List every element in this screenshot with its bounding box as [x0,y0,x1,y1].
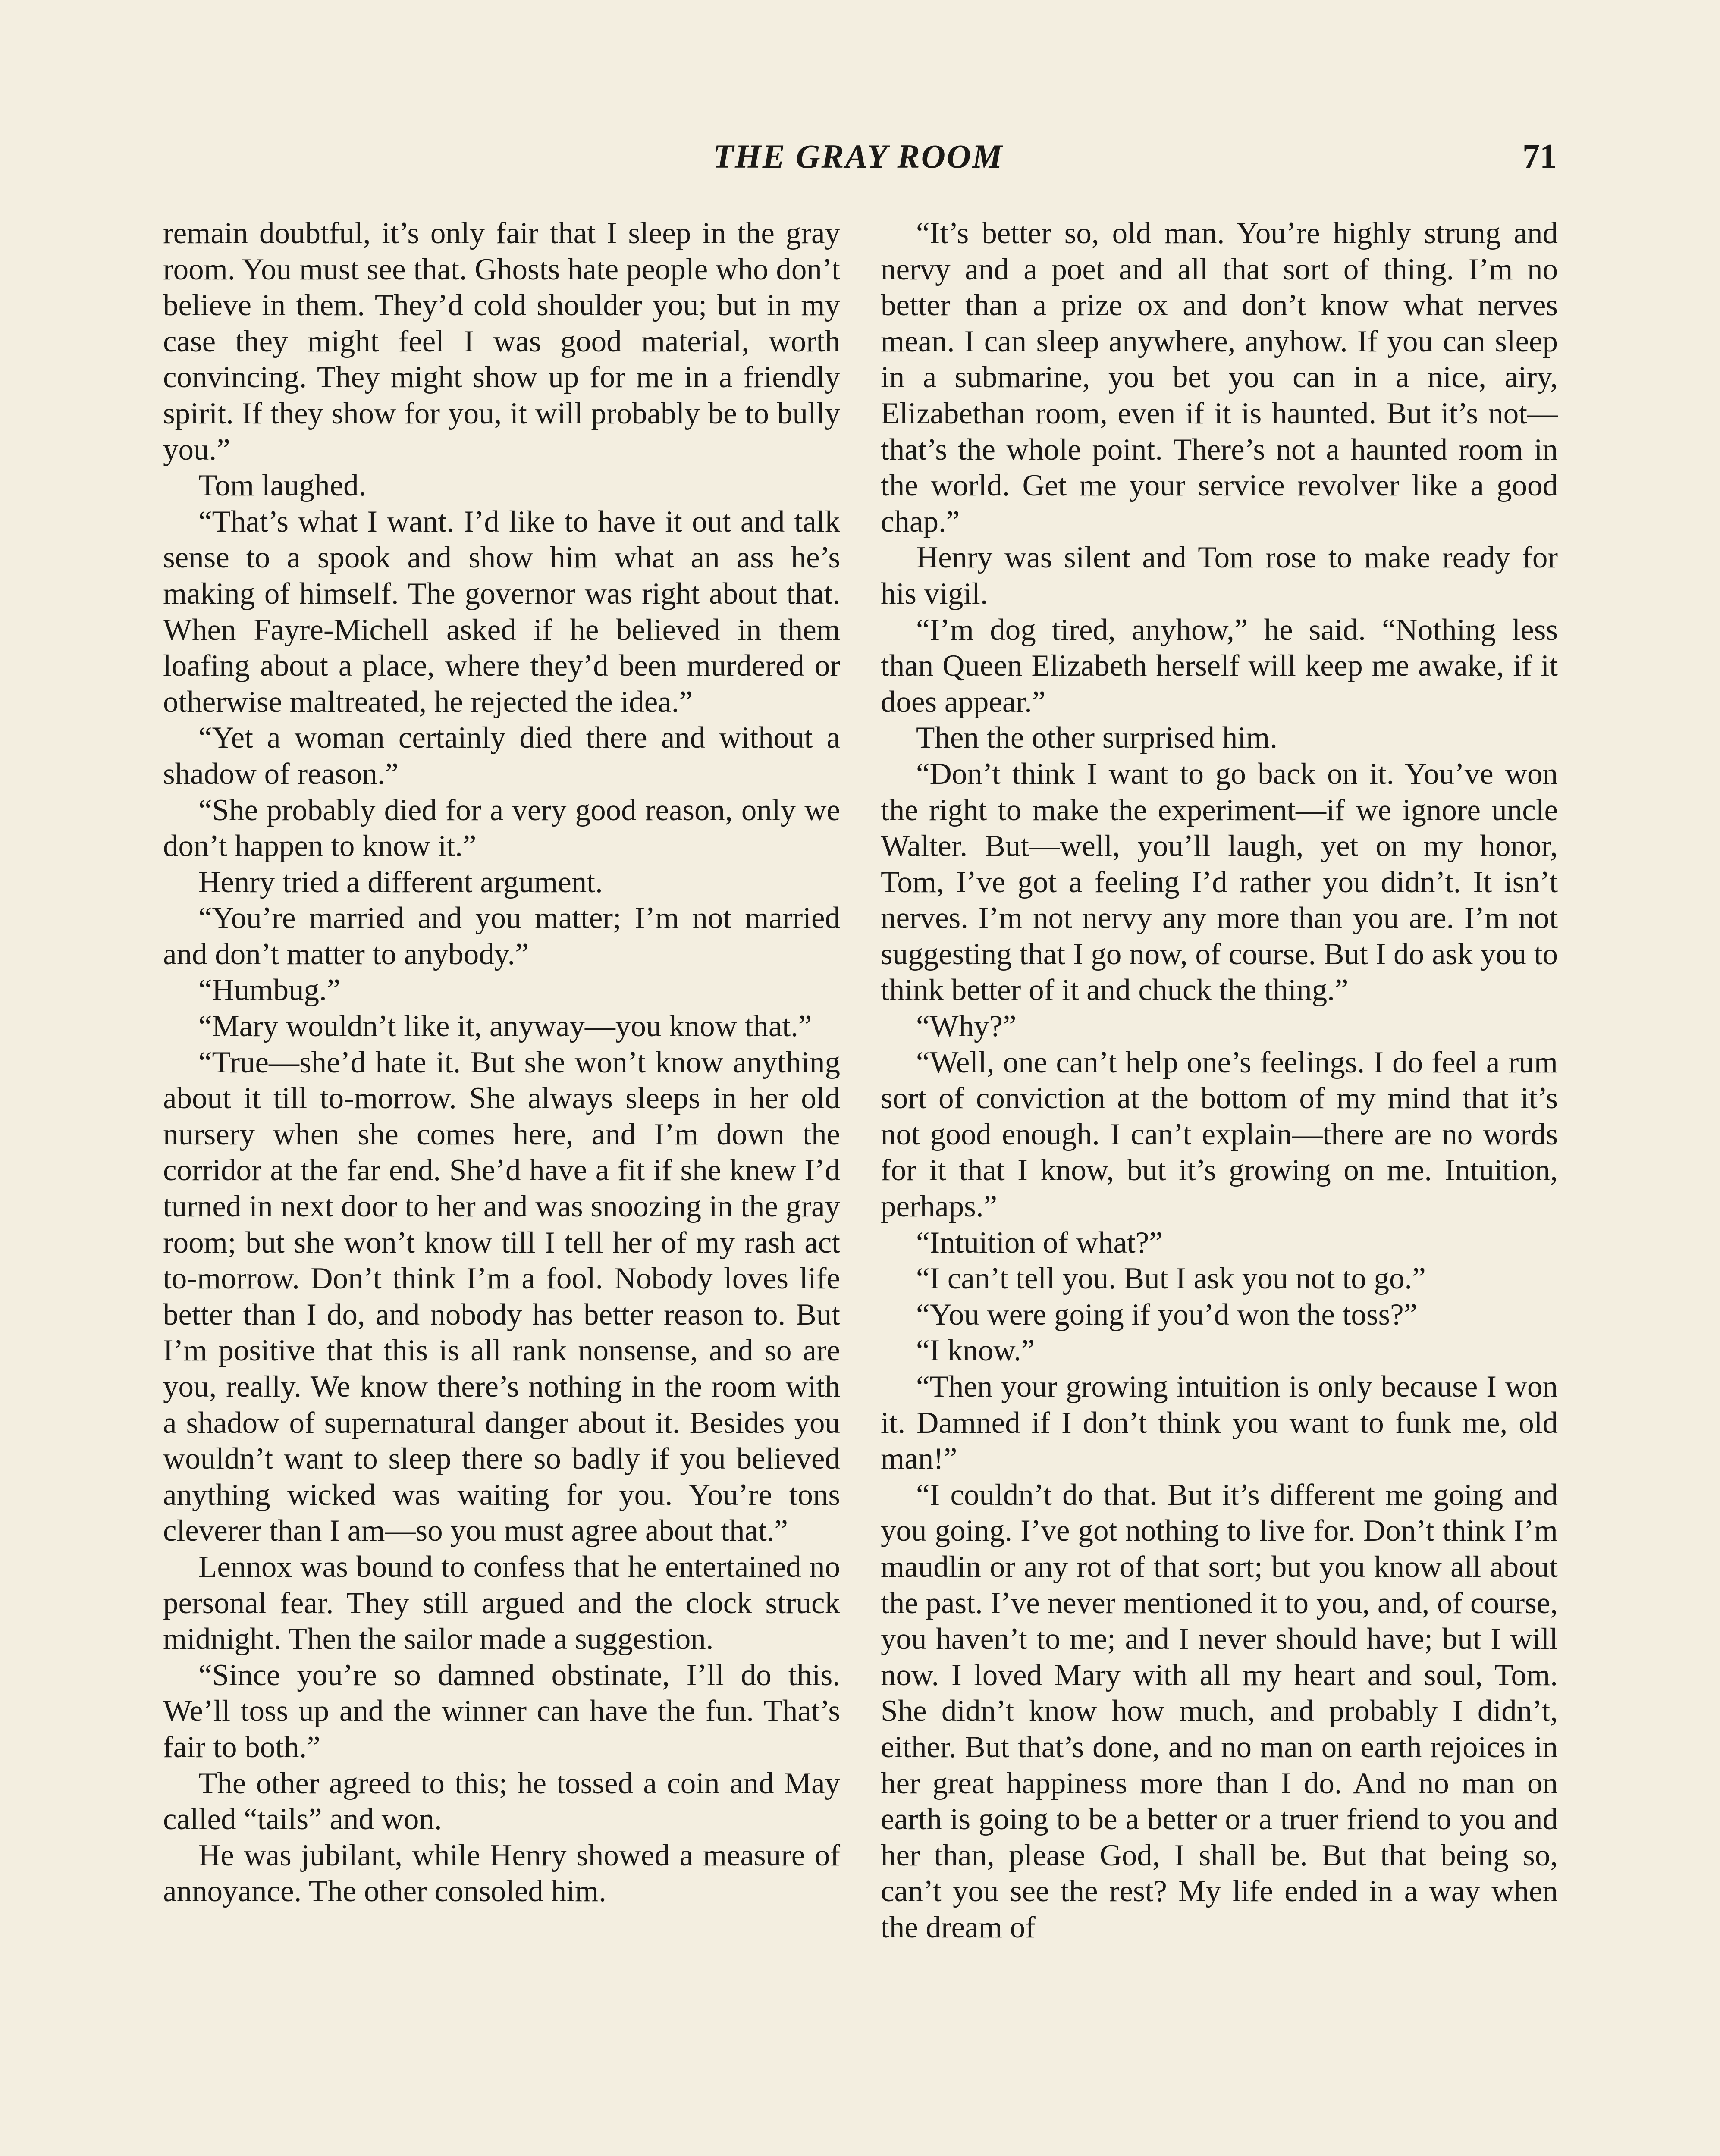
paragraph: The other agreed to this; he tossed a coin and May called “tails” and won. [163,1766,840,1836]
paragraph: “I’m dog tired, anyhow,” he said. “Nothing less than Queen Elizabeth herself will keep me awake, if it does appear.” [881,613,1558,719]
paragraph: “I can’t tell you. But I ask you not to go.” [916,1262,1426,1296]
paragraph: Henry was silent and Tom rose to make ready for his vigil. [881,541,1558,611]
paragraph: “That’s what I want. I’d like to have it out and talk sense to a spook and show him what an ass he’s making of himself. The governor was right about that. When Fayre-Michell asked if he believed in them loafing about a place, where they’d been murdered or otherwise maltreated, he rejected the idea.” [163,505,840,719]
paragraph: “I know.” [916,1334,1035,1368]
paragraph: He was jubilant, while Henry showed a measure of annoyance. The other consoled him. [163,1838,840,1908]
paragraph: “Since you’re so damned obstinate, I’ll do this. We’ll toss up and the winner can have the fun. That’s fair to both.” [163,1658,840,1764]
page-title: THE GRAY ROOM [713,138,1004,175]
paragraph: “Mary wouldn’t like it, anyway—you know that.” [198,1009,812,1044]
paragraph: “Well, one can’t help one’s feelings. I do feel a rum sort of conviction at the bottom of my mind that it’s not good enough. I can’t explain—there are no words for it that I know, but it’s growing on me. Intuition, perhaps.” [881,1045,1558,1224]
paragraph: “Then your growing intuition is only because I won it. Damned if I don’t think you want to funk me, old man!” [881,1370,1558,1476]
paragraph: remain doubtful, it’s only fair that I sleep in the gray room. You must see that. Ghosts hate people who don’t believe in them. They’d cold shoulder you; but in my case they might feel I was good material, worth convincing. They might show up for me in a friendly spirit. If they show for you, it will probably be to bully you.” [163,216,840,467]
paragraph: “Yet a woman certainly died there and without a shadow of reason.” [163,721,840,791]
paragraph: Lennox was bound to confess that he entertained no personal fear. They still argued and the clock struck midnight. Then the sailor made a suggestion. [163,1550,840,1656]
paragraph: Henry tried a different argument. [198,865,603,899]
page-number: 71 [1522,138,1557,175]
paragraph: “Humbug.” [198,973,341,1007]
paragraph: “You were going if you’d won the toss?” [916,1297,1418,1332]
paragraph: “Don’t think I want to go back on it. You’ve won the right to make the experiment—if we ignore uncle Walter. But—well, you’ll laugh, yet on my honor, Tom, I’ve got a feeling I’d rather you didn’t. It isn’t nerves. I’m not nervy any more than you are. I’m not suggesting that I go now, of course. But I do ask you to think better of it and chuck the thing.” [881,757,1558,1007]
paragraph: Then the other surprised him. [916,721,1277,755]
running-header [160,137,1557,185]
paragraph: “She probably died for a very good reason, only we don’t happen to know it.” [163,793,840,863]
left-column [163,216,840,1910]
paragraph: “True—she’d hate it. But she won’t know anything about it till to-morrow. She always sleeps in her old nursery when she comes here, and I’m down the corridor at the far end. She’d have a fit if she knew I’d turned in next door to her and was snoozing in the gray room; but she won’t know till I tell her of my rash act to-morrow. Don’t think I’m a fool. Nobody loves life better than I do, and nobody has better reason to. But I’m positive that this is all rank nonsense, and so are you, really. We know there’s nothing in the room with a shadow of supernatural danger about it. Besides you wouldn’t want to sleep there so badly if you believed anything wicked was waiting for you. You’re tons cleverer than I am—so you must agree about that.” [163,1045,840,1548]
paragraph: “You’re married and you matter; I’m not married and don’t matter to anybody.” [163,901,840,971]
paragraph: “Why?” [916,1009,1017,1044]
paragraph: “I couldn’t do that. But it’s different me going and you going. I’ve got nothing to live for. Don’t think I’m maudlin or any rot of that sort; but you know all about the past. I’ve never mentioned it to you, and, of course, you haven’t to me; and I never should have; but I will now. I loved Mary with all my heart and soul, Tom. She didn’t know how much, and probably I didn’t, either. But that’s done, and no man on earth rejoices in her great happiness more than I do. And no man on earth is going to be a better or a truer friend to you and her than, please God, I shall be. But that being so, can’t you see the rest? My life ended in a way when the dream of [881,1478,1558,1944]
paragraph: Tom laughed. [198,469,367,503]
paragraph: “Intuition of what?” [916,1225,1163,1260]
paragraph: “It’s better so, old man. You’re highly strung and nervy and a poet and all that sort of thing. I’m no better than a prize ox and don’t know what nerves mean. I can sleep anywhere, anyhow. If you can sleep in a submarine, you bet you can in a nice, airy, Elizabethan room, even if it is haunted. But it’s not—that’s the whole point. There’s not a haunted room in the world. Get me your service revolver like a good chap.” [881,216,1558,539]
right-column [881,216,1558,1946]
